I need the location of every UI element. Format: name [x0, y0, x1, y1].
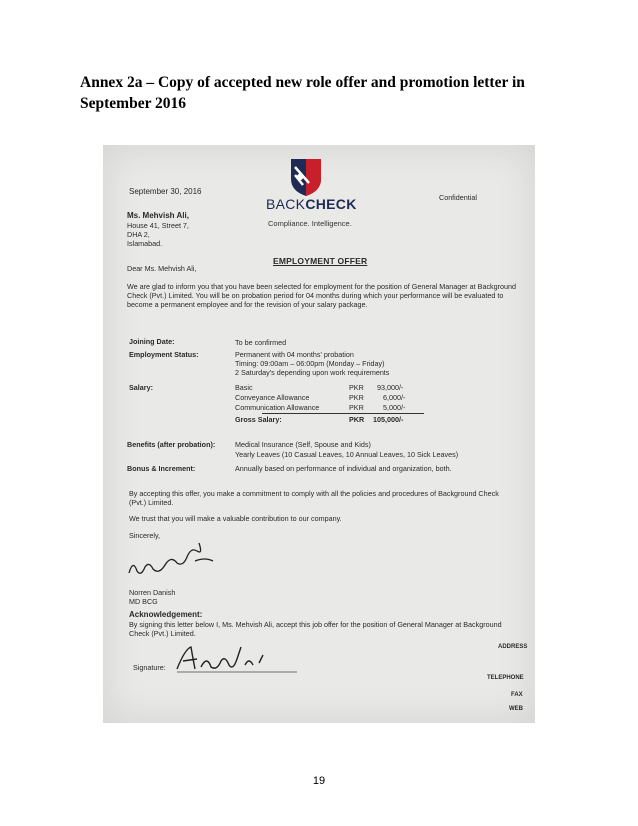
joining-date-value: To be confirmed: [235, 338, 287, 347]
gross-salary-amount: 105,000/-: [373, 415, 404, 424]
signer-title: MD BCG: [129, 597, 158, 606]
address-label: ADDRESS: [498, 644, 528, 650]
signer-name: Norren Danish: [129, 588, 176, 597]
employment-status-line: Timing: 09:00am – 06:00pm (Monday – Friday): [235, 359, 385, 368]
letter-date: September 30, 2016: [129, 187, 202, 196]
scanned-letter: [103, 145, 535, 723]
confidential-label: Confidential: [439, 193, 477, 202]
salary-label: Salary:: [129, 383, 153, 392]
signature-label: Signature:: [133, 663, 166, 672]
bonus-label: Bonus & Increment:: [127, 464, 196, 473]
joining-date-label: Joining Date:: [129, 337, 175, 346]
salary-row-currency: PKR: [349, 393, 364, 402]
recipient-address-line: Islamabad.: [127, 239, 163, 248]
brand-name: [266, 196, 357, 212]
page-number: 19: [312, 775, 326, 787]
brand-part-back: BACK: [266, 196, 306, 212]
fax-label: FAX: [511, 692, 523, 698]
md-handwritten-signature: [125, 537, 225, 583]
salary-row-currency: PKR: [349, 383, 364, 392]
brand-part-check: CHECK: [305, 196, 357, 212]
benefits-line: Medical Insurance (Self, Spouse and Kids): [235, 440, 371, 449]
backcheck-shield-logo: [289, 157, 323, 197]
acknowledgement-paragraph: By signing this letter below I, Ms. Mehvish Ali, accept this job offer for the position of General Manager at Background Check (Pvt.) Limited.: [129, 620, 502, 638]
telephone-label: TELEPHONE: [487, 675, 524, 681]
salary-row-amount: 6,000/-: [383, 393, 406, 402]
web-label: WEB: [509, 706, 523, 712]
salary-row-amount: 5,000/-: [383, 403, 406, 412]
salary-row-amount: 93,000/-: [377, 383, 404, 392]
gross-salary-label: Gross Salary:: [235, 415, 282, 424]
salary-total-rule: [262, 413, 424, 414]
brand-tagline: Compliance. Intelligence.: [268, 219, 352, 228]
acknowledgement-label: Acknowledgement:: [129, 610, 203, 619]
employment-status-line: 2 Saturday's depending upon work requirements: [235, 368, 390, 377]
recipient-handwritten-signature: [171, 643, 301, 675]
commitment-paragraph: By accepting this offer, you make a commitment to comply with all the policies and procedures of Background Check (Pvt.) Limited.: [129, 489, 499, 507]
employment-status-line: Permanent with 04 months' probation: [235, 350, 354, 359]
offer-title: EMPLOYMENT OFFER: [273, 256, 368, 266]
recipient-name: Ms. Mehvish Ali,: [127, 211, 189, 220]
benefits-line: Yearly Leaves (10 Casual Leaves, 10 Annual Leaves, 10 Sick Leaves): [235, 450, 459, 459]
trust-sentence: We trust that you will make a valuable contribution to our company.: [129, 514, 342, 523]
benefits-label: Benefits (after probation):: [127, 440, 216, 449]
salutation: Dear Ms. Mehvish Ali,: [127, 264, 197, 273]
salary-row-name: Basic: [235, 383, 253, 392]
gross-salary-currency: PKR: [349, 415, 365, 424]
recipient-address-line: House 41, Street 7,: [127, 221, 189, 230]
salary-row-name: Conveyance Allowance: [235, 393, 310, 402]
bonus-value: Annually based on performance of individual and organization, both.: [235, 464, 452, 473]
annex-heading: Annex 2a – Copy of accepted new role offer and promotion letter in September 2016: [80, 74, 525, 112]
salary-row-name: Communication Allowance: [235, 403, 320, 412]
employment-status-label: Employment Status:: [129, 350, 199, 359]
closing: Sincerely,: [129, 531, 161, 540]
intro-paragraph: We are glad to inform you that you have been selected for employment for the position of General Manager at Background Check (Pvt.) Limited. You will be on probation period for 04 months during which your performance will be evaluated to become a permanent employee and for the revision of your salary package.: [127, 282, 517, 309]
recipient-address-line: DHA 2,: [127, 230, 150, 239]
salary-row-currency: PKR: [349, 403, 364, 412]
